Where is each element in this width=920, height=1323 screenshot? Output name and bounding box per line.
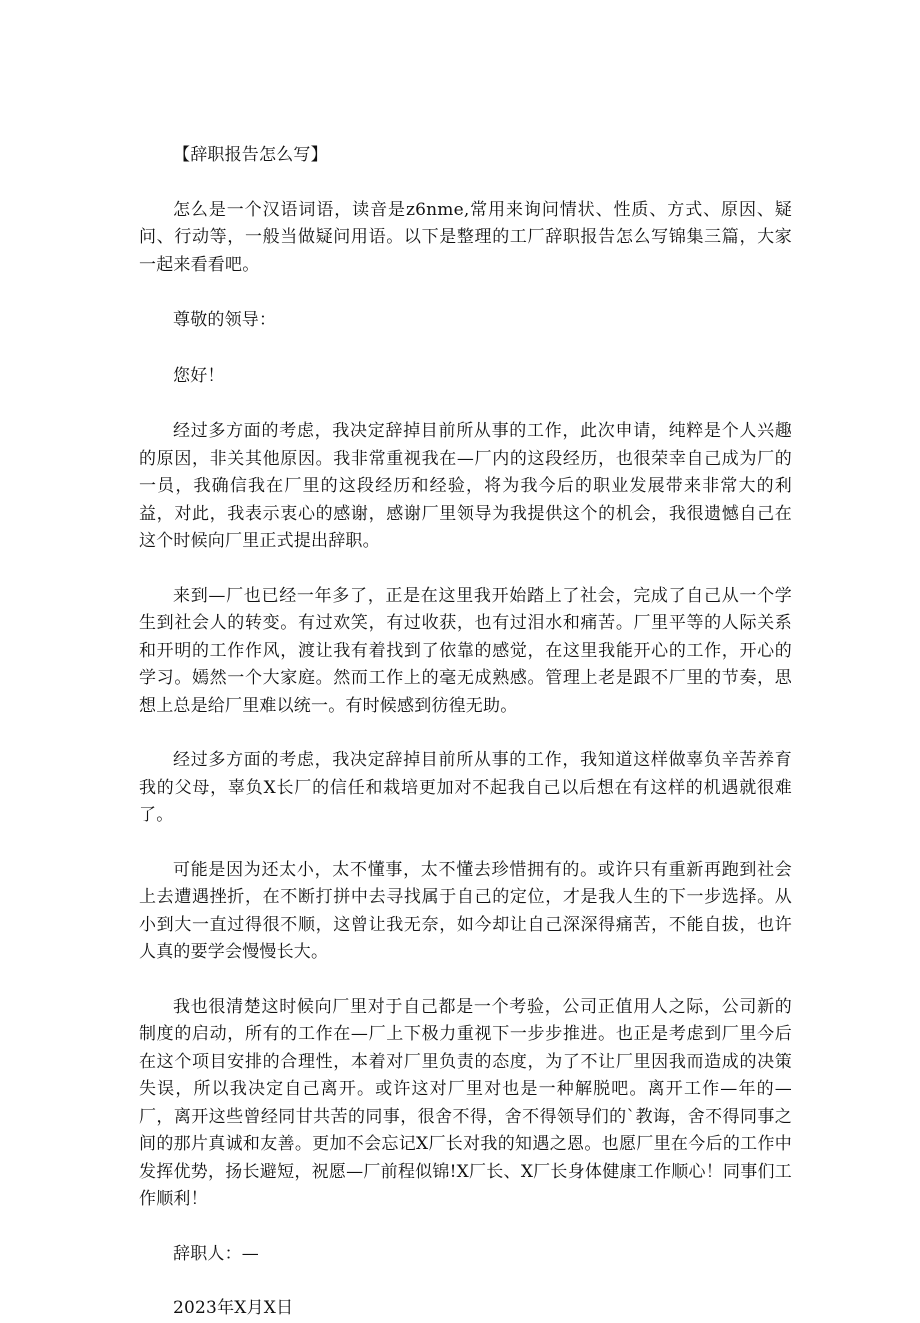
date-line: 2023年X月X日 bbox=[173, 1298, 294, 1318]
document-title: 【辞职报告怎么写】 bbox=[173, 145, 328, 165]
intro-paragraph: 怎么是一个汉语词语，读音是z6nme,常用来询问情状、性质、方式、原因、疑问、行动等，一般当做疑问用语。以下是整理的工厂辞职报告怎么写锦集三篇，大家一起来看看吧。 bbox=[139, 199, 792, 275]
salutation: 尊敬的领导： bbox=[173, 310, 277, 330]
body-paragraph-3: 经过多方面的考虑，我决定辞掉目前所从事的工作，我知道这样做辜负辛苦养育我的父母，辜负X长厂的信任和栽培更加对不起我自己以后想在有这样的机遇就很难了。 bbox=[139, 750, 792, 825]
greeting: 您好！ bbox=[173, 365, 225, 386]
signer-line: 辞职人：— bbox=[173, 1243, 259, 1264]
body-paragraph-1: 经过多方面的考虑，我决定辞掉目前所从事的工作，此次申请，纯粹是个人兴趣的原因，非关其他原因。我非常重视我在—厂内的这段经历，也很荣幸自己成为厂的一员，我确信我在厂里的这段经历和经验，将为我今后的职业发展带来非常大的利益，对此，我表示衷心的感谢，感谢厂里领导为我提供这个的机会，我很遗憾自己在这个时候向厂里正式提出辞职。 bbox=[139, 421, 792, 551]
document-body bbox=[139, 142, 792, 1323]
body-paragraph-2: 来到—厂也已经一年多了，正是在这里我开始踏上了社会，完成了自己从一个学生到社会人的转变。有过欢笑，有过收获，也有过泪水和痛苦。厂里平等的人际关系和开明的工作作风，渡让我有着找到了依靠的感觉，在这里我能开心的工作，开心的学习。嫣然一个大家庭。然而工作上的毫无成熟感。管理上老是跟不厂里的节奏，思想上总是给厂里难以统一。有时候感到彷徨无助。 bbox=[139, 585, 792, 716]
body-paragraph-4: 可能是因为还太小，太不懂事，太不懂去珍惜拥有的。或许只有重新再跑到社会上去遭遇挫折，在不断打拼中去寻找属于自己的定位，才是我人生的下一步选择。从小到大一直过得很不顺，这曾让我无奈，如今却让自己深深得痛苦，不能自拔，也许人真的要学会慢慢长大。 bbox=[139, 859, 792, 962]
body-paragraph-5: 我也很清楚这时候向厂里对于自己都是一个考验，公司正值用人之际，公司新的制度的启动，所有的工作在—厂上下极力重视下一步步推进。也正是考虑到厂里今后在这个项目安排的合理性，本着对厂里负责的态度，为了不让厂里因我而造成的决策失误，所以我决定自己离开。或许这对厂里对也是一种解脱吧。离开工作—年的—厂，离开这些曾经同甘共苦的同事，很舍不得，舍不得领导们的`教诲，舍不得同事之间的那片真诚和友善。更加不会忘记X厂长对我的知遇之恩。也愿厂里在今后的工作中发挥优势，扬长避短，祝愿—厂前程似锦!X厂长、X厂长身体健康工作顺心！同事们工作顺利！ bbox=[139, 996, 792, 1209]
